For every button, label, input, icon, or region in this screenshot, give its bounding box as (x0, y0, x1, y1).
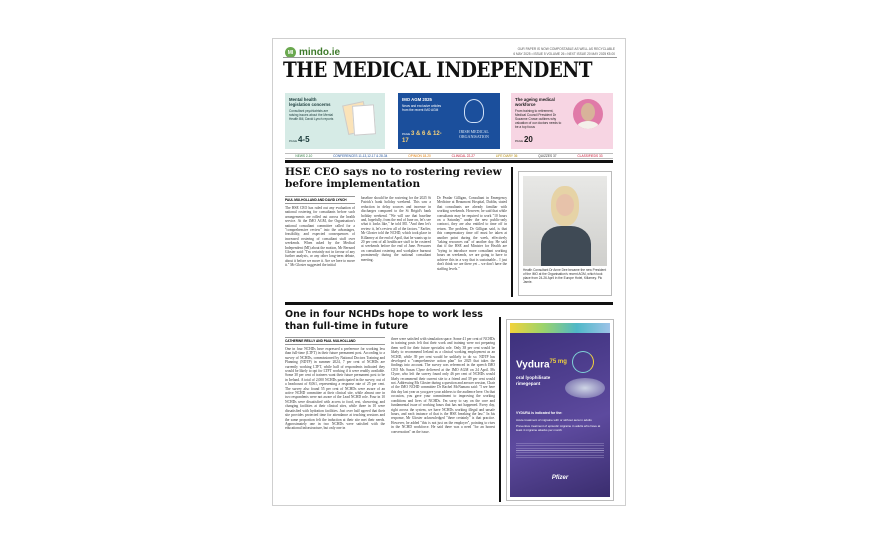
promo-body: News and exclusive articles from the recent IMO AGM (402, 104, 442, 112)
second-byline: CATHERINE REILLY AND PAUL MULHOLLAND (285, 337, 385, 345)
nav-news[interactable]: NEWS 2-10 (295, 154, 313, 158)
imo-name: IRISH MEDICAL ORGANISATION (459, 129, 489, 139)
lead-photo (518, 171, 612, 296)
nav-opinion[interactable]: OPINION 18-20 (408, 154, 431, 158)
ad-bullets (516, 418, 604, 432)
second-headline[interactable]: One in four NCHDs hope to work less than full-time in future (285, 309, 483, 332)
ad-ring-icon (572, 351, 594, 373)
column-divider (511, 167, 513, 297)
ad-bullet: Preventive treatment of episodic migraine in adults who have at least 4 migraine attacks per month (516, 424, 601, 432)
lead-headline[interactable]: HSE CEO says no to rostering review before implementation (285, 166, 502, 190)
vydura-advert[interactable] (506, 319, 614, 501)
promo-page: PAGE 20 (515, 135, 533, 144)
section-divider (285, 302, 613, 305)
ad-colour-strip (510, 323, 610, 333)
site-name: mindo.ie (299, 47, 341, 58)
portrait-image (573, 99, 603, 129)
ad-fine-print (516, 443, 604, 459)
mi-logo-icon: MI (285, 47, 296, 58)
ad-indication-title: VYDURA is indicated for the: (516, 411, 563, 415)
lead-byline: PAUL MULHOLLAND AND DAVID LYNCH (285, 196, 355, 204)
nav-life[interactable]: LIFE DIARY 36 (495, 154, 518, 158)
second-text: One in four NCHDs have expressed a preference for working less than full-time (LTFT) in their future permanent post. According to a survey of NCHDs, commissioned by National Doctors Training and Planning (NDTP) in summer 2024, 7 per cent of NCHDs are currently working LTFT, while half of respondents indicated they would be likely to opt for LTFT working if it were readily available. Some 30 per cent of trainees want their future permanent post to be in Ireland. A total of 2,000 NCHDs participated in the survey, out of a headcount of 8,061, representing a response rate of 25 per cent. The survey also found 55 per cent of NCHDs were aware of an active NCHD committee at their clinical site, while almost one in two respondents were not aware of the Lead NCHD role. Four in 10 NCHDs were dissatisfied with access to food, rest, showering, and changing facilities at their clinical sites, while three in 10 were dissatisfied with hydration facilities. Just over half agreed that their site provides protected time for attendance at teaching sessions and the same proportion felt the induction at their site met their needs. Approximately one in two NCHDs were satisfied with the educational infrastructure, but only one in (285, 347, 385, 431)
lead-column-2: baseline should be the rostering for the 2025 St Patrick's bank holiday weekend. This saw a reduction in delay sources and increase in discharges compared to the St Brigid's bank holiday weekend. "We will use that baseline and, hopefully, from the end of June on, let's see what it looks like," he told MI. "And then let's review it, let's review all of the factors." Earlier, Mr Gloster told the NCHD, which took place in Killarney at the end of April, that he wants up to 20 per cent of all healthcare staff to be rostered at weekends before the end of June. Pressures on consultant rostering and workplace burnout prominently during the national consultant meeting. (361, 196, 431, 262)
ad-cloud-image (565, 378, 605, 398)
section-nav (285, 153, 613, 159)
section-divider (285, 160, 613, 163)
promo-mental-health[interactable] (285, 93, 385, 149)
nav-quizzes[interactable]: QUIZZES 37 (538, 154, 557, 158)
promo-page: PAGE 3 & 6 & 12-17 (402, 131, 442, 144)
nav-classifieds[interactable]: CLASSIFIEDS 33 (577, 154, 603, 158)
promo-heading: IMO AGM 2025 (402, 97, 432, 102)
nav-clinical[interactable]: CLINICAL 22-27 (451, 154, 475, 158)
promo-imo-agm[interactable] (398, 93, 500, 149)
lead-column-1 (285, 196, 355, 286)
photo-caption: Health Consultant Dr Anne Dee became the new President of the IMO at the Organisation's recent AGM, which took place from 24-26 April in the Europe Hotel, Killarney. Pic Jamie. (523, 268, 607, 284)
pfizer-logo: Pfizer (551, 475, 569, 481)
lead-column-3: Dr Peadar Gilligan, Consultant in Emergency Medicine at Beaumont Hospital, Dublin, stated that consultants are already familiar with working weekends. However, he said that while consultants may be required to work "10 hours on a Saturday" under the new public-only contract, they are also entitled to time off in return. The problem, Dr Gilligan said, is that this compensatory time off must be taken at another point during the week, effectively "taking resources out" of another day. He said that if the HSE and Minister for Health are "trying to introduce more consultant working hours on weekends, we are going to have to achieve this in a way that is sustainable... I just don't think we are there yet – we don't have the staffing levels." (437, 196, 507, 271)
ad-brand: Vydura$^{75 mg}$ (516, 359, 567, 371)
issue-meta (513, 47, 615, 57)
nav-conferences[interactable]: CONFERENCES 11-13,12-17 & 28-34 (333, 154, 388, 158)
promo-body: Consultant psychiatrists are raising issues about the Mental Health Bill, David Lynch reports (289, 109, 334, 121)
ad-bullet: Acute treatment of migraine with or without aura in adults (516, 418, 592, 422)
second-column-2: three were satisfied with simulation space. Some 41 per cent of NCHDs in training posts felt that their work and training were not preparing them well for their future specialist role. Only 38 per cent would be likely to recommend Ireland as a clinical working employment as an NCHD, while 39 per cent would be unlikely to do so. NDTP has developed a "comprehensive action plan" for 2025 that takes the findings into account. The survey was referenced in the speech IMO CEO Ms Susan Clyne delivered at the IMO AGM on 24 April. Ms Clyne, who left the survey found only 46 per cent of NCHDs would likely recommend their current site to a friend and 39 per cent would not. Addressing Ms Gloster during a question and answer session, Chair of the IMO NCHD committee Dr Rachel McNamara said: "I see here this day last year as you gave your address to the audience here. On that occasion, you gave your commitment to improving the working conditions and lives of NCHDs. I'm sorry to say on the core and fundamental issue of working hours that has not happened. Every day, right across the system, we have NCHDs working illegal and unsafe hours, and each instance of that is the HSE breaking the law." In his response, Mr Gloster acknowledged "there certainly" is that practice. However, he added "this is not just on the employer", pointing to rises in the NCHD workforce. He said there was a need "for an honest conversation" on the issue. (391, 337, 495, 434)
tagline: OUR PAPER IS NOW COMPOSTABLE AS WELL AS RECYCLABLE (517, 47, 615, 51)
promo-heading: Mental health legislation concerns (289, 97, 331, 107)
promo-body: From training to retirement, Medical Council President Dr Suzanne Crowe outlines why valuation of our doctors needs to be a top focus (515, 109, 562, 129)
promo-ageing-workforce[interactable] (511, 93, 613, 149)
column-divider (499, 317, 501, 502)
issue-info: 6 MAY 2025 • ISSUE 5 VOLUME 26 • NEXT ISSUE 20 MAY 2025 €5.00 (513, 52, 615, 56)
newspaper-title-bar (283, 57, 617, 83)
imo-crest-icon (464, 99, 484, 123)
newspaper-front-page (272, 38, 626, 506)
promo-page: PAGE 4-5 (289, 135, 310, 144)
newspaper-title: THE MEDICAL INDEPENDENT (283, 58, 593, 83)
second-column-1 (285, 337, 385, 497)
document-image (352, 104, 376, 135)
president-photo (523, 176, 607, 266)
ad-subtitle: oral lyophilisate rimegepant (516, 375, 551, 386)
lead-text: The HSE CEO has ruled out any evaluation of national rostering for consultants before such arrangements are rolled out across the health service. At the IMO AGM, the Organisation's national consultant committee called for a "comprehensive review" into the advantages, feasibility, and expected consequences of increased rostering of consultant staff over weekends. When asked by the Medical Independent (MI) about the motion, Mr Bernard Gloster said: "I'm certainly not in favour of any further analysis, or any other long-term debate, about it before we move it. Are we here to move it." Mr Gloster suggested the initial (285, 206, 355, 268)
promo-heading: The ageing medical workforce (515, 97, 555, 107)
